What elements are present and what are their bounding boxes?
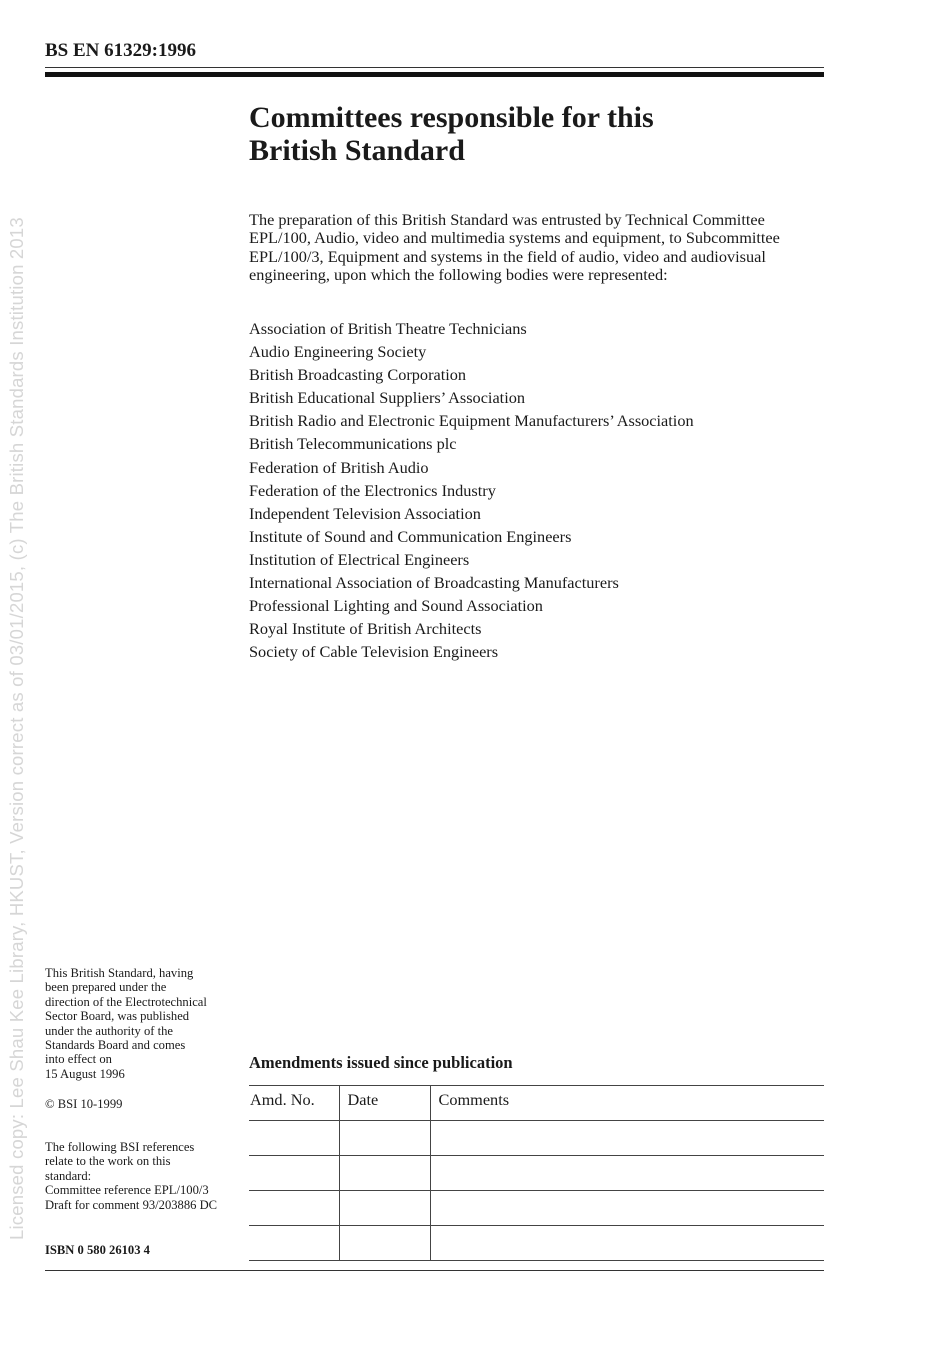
column-label: Comments [438,1090,510,1109]
note-line: The following BSI references [45,1140,195,1154]
intro-paragraph: The preparation of this British Standard was entrusted by Technical Committee EPL/100, Audio, video and multimedia systems and equipment, to Subcommittee EPL/100/3, Equipment and systems in the field of audio, video and audiovisual engineering, upon which the following bodies were represented: [249,210,780,284]
amendments-table [249,1085,824,1261]
list-item: Audio Engineering Society [249,342,427,362]
table-cell [430,1226,824,1261]
list-item: Federation of the Electronics Industry [249,480,496,500]
table-cell [339,1156,430,1191]
publication-note [45,966,241,1081]
list-item: Association of British Theatre Technicians [249,319,527,338]
column-header-comments [430,1086,824,1121]
list-item: International Association of Broadcasting Manufacturers [249,573,619,593]
table-cell [339,1121,430,1156]
column-label: Amd. No. [250,1090,315,1109]
table-row [249,1156,824,1191]
copyright-notice: © BSI 10-1999 [45,1097,123,1111]
licence-watermark: Licensed copy: Lee Shau Kee Library, HKUST, Version correct as of 03/01/2015, (c) The British Standards Institution 2013 [6,217,27,1240]
list-item: British Radio and Electronic Equipment Manufacturers’ Association [249,411,694,431]
note-line: Committee reference EPL/100/3 [45,1183,209,1198]
note-line: Sector Board, was published [45,1009,190,1024]
table-cell [249,1226,339,1261]
page-title-line-2: British Standard [249,134,465,167]
list-item: Institute of Sound and Communication Engineers [249,526,572,546]
table-cell [249,1156,339,1191]
column-label: Date [347,1090,379,1109]
document-code: BS EN 61329:1996 [45,40,196,61]
list-item: British Educational Suppliers’ Association [249,388,525,408]
table-cell [430,1191,824,1226]
table-cell [249,1191,339,1226]
page-title [249,101,809,167]
list-item: British Telecommunications plc [249,434,457,454]
note-line: 15 August 1996 [45,1066,125,1081]
footer-rule [45,1270,824,1271]
note-line: Standards Board and comes [45,1038,186,1053]
table-cell [430,1156,824,1191]
table-header-row [249,1086,824,1121]
note-line: into effect on [45,1052,112,1067]
list-item: Royal Institute of British Architects [249,619,482,639]
note-line: This British Standard, having [45,966,194,980]
bsi-references-note [45,1140,241,1212]
note-line: under the authority of the [45,1023,173,1038]
isbn: ISBN 0 580 26103 4 [45,1243,150,1257]
column-header-date [339,1086,430,1121]
header-rule-thick [45,72,824,77]
column-header-amd-no [249,1086,339,1121]
table-cell [430,1121,824,1156]
note-line: been prepared under the [45,980,167,995]
represented-bodies-list [249,317,694,663]
note-line: Draft for comment 93/203886 DC [45,1197,218,1212]
note-line: relate to the work on this [45,1154,171,1169]
header-rule-thin [45,67,824,68]
table-cell [339,1191,430,1226]
table-row [249,1226,824,1261]
amendments-heading: Amendments issued since publication [249,1053,513,1072]
list-item: Independent Television Association [249,503,481,523]
table-row [249,1121,824,1156]
table-cell [339,1226,430,1261]
note-line: direction of the Electrotechnical [45,994,207,1009]
table-cell [249,1121,339,1156]
list-item: British Broadcasting Corporation [249,365,467,385]
table-row [249,1191,824,1226]
list-item: Institution of Electrical Engineers [249,549,470,569]
list-item: Professional Lighting and Sound Association [249,596,543,616]
list-item: Society of Cable Television Engineers [249,642,499,662]
page-title-line-1: Committees responsible for this [249,101,654,134]
note-line: standard: [45,1168,92,1183]
list-item: Federation of British Audio [249,457,429,477]
